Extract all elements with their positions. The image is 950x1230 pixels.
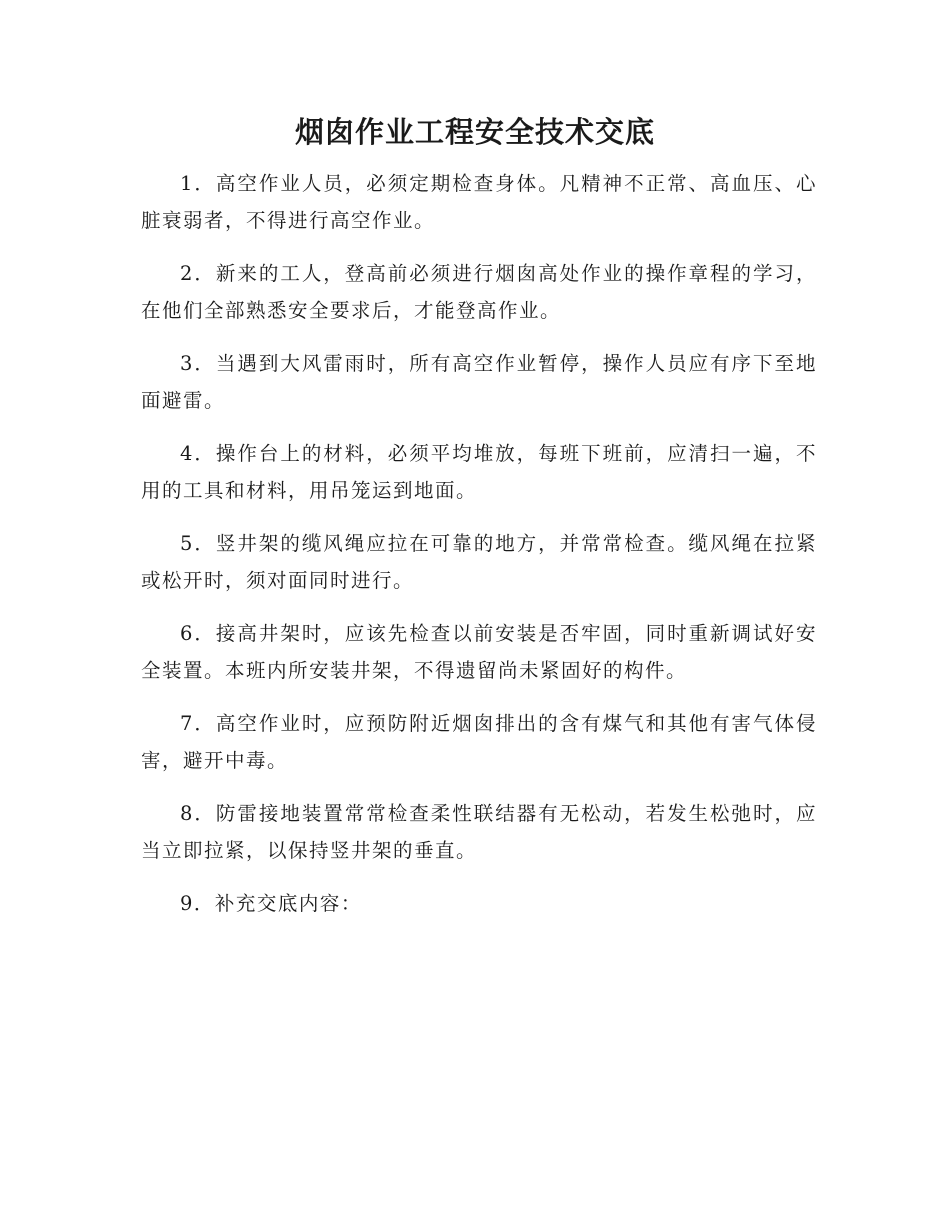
clause-5: 5．竖井架的缆风绳应拉在可靠的地方，并常常检查。缆风绳在拉紧或松开时，须对面同时进行。 <box>141 532 817 592</box>
clause-3: 3．当遇到大风雷雨时，所有高空作业暂停，操作人员应有序下至地面避雷。 <box>141 352 817 412</box>
document-title: 烟囱作业工程安全技术交底 <box>294 115 655 149</box>
clause-1: 1．高空作业人员，必须定期检查身体。凡精神不正常、高血压、心脏衰弱者，不得进行高空作业。 <box>141 172 817 232</box>
clause-6: 6．接高井架时，应该先检查以前安装是否牢固，同时重新调试好安全装置。本班内所安装井架，不得遗留尚未紧固好的构件。 <box>141 622 817 682</box>
clause-7: 7．高空作业时，应预防附近烟囱排出的含有煤气和其他有害气体侵害，避开中毒。 <box>141 712 817 772</box>
clause-4: 4．操作台上的材料，必须平均堆放，每班下班前，应清扫一遍，不用的工具和材料，用吊笼运到地面。 <box>141 442 817 502</box>
clause-2: 2．新来的工人，登高前必须进行烟囱高处作业的操作章程的学习，在他们全部熟悉安全要求后，才能登高作业。 <box>141 262 817 322</box>
document-body <box>141 165 817 938</box>
clause-9: 9．补充交底内容： <box>180 892 362 915</box>
clause-8: 8．防雷接地装置常常检查柔性联结器有无松动，若发生松弛时，应当立即拉紧，以保持竖井架的垂直。 <box>141 802 817 862</box>
